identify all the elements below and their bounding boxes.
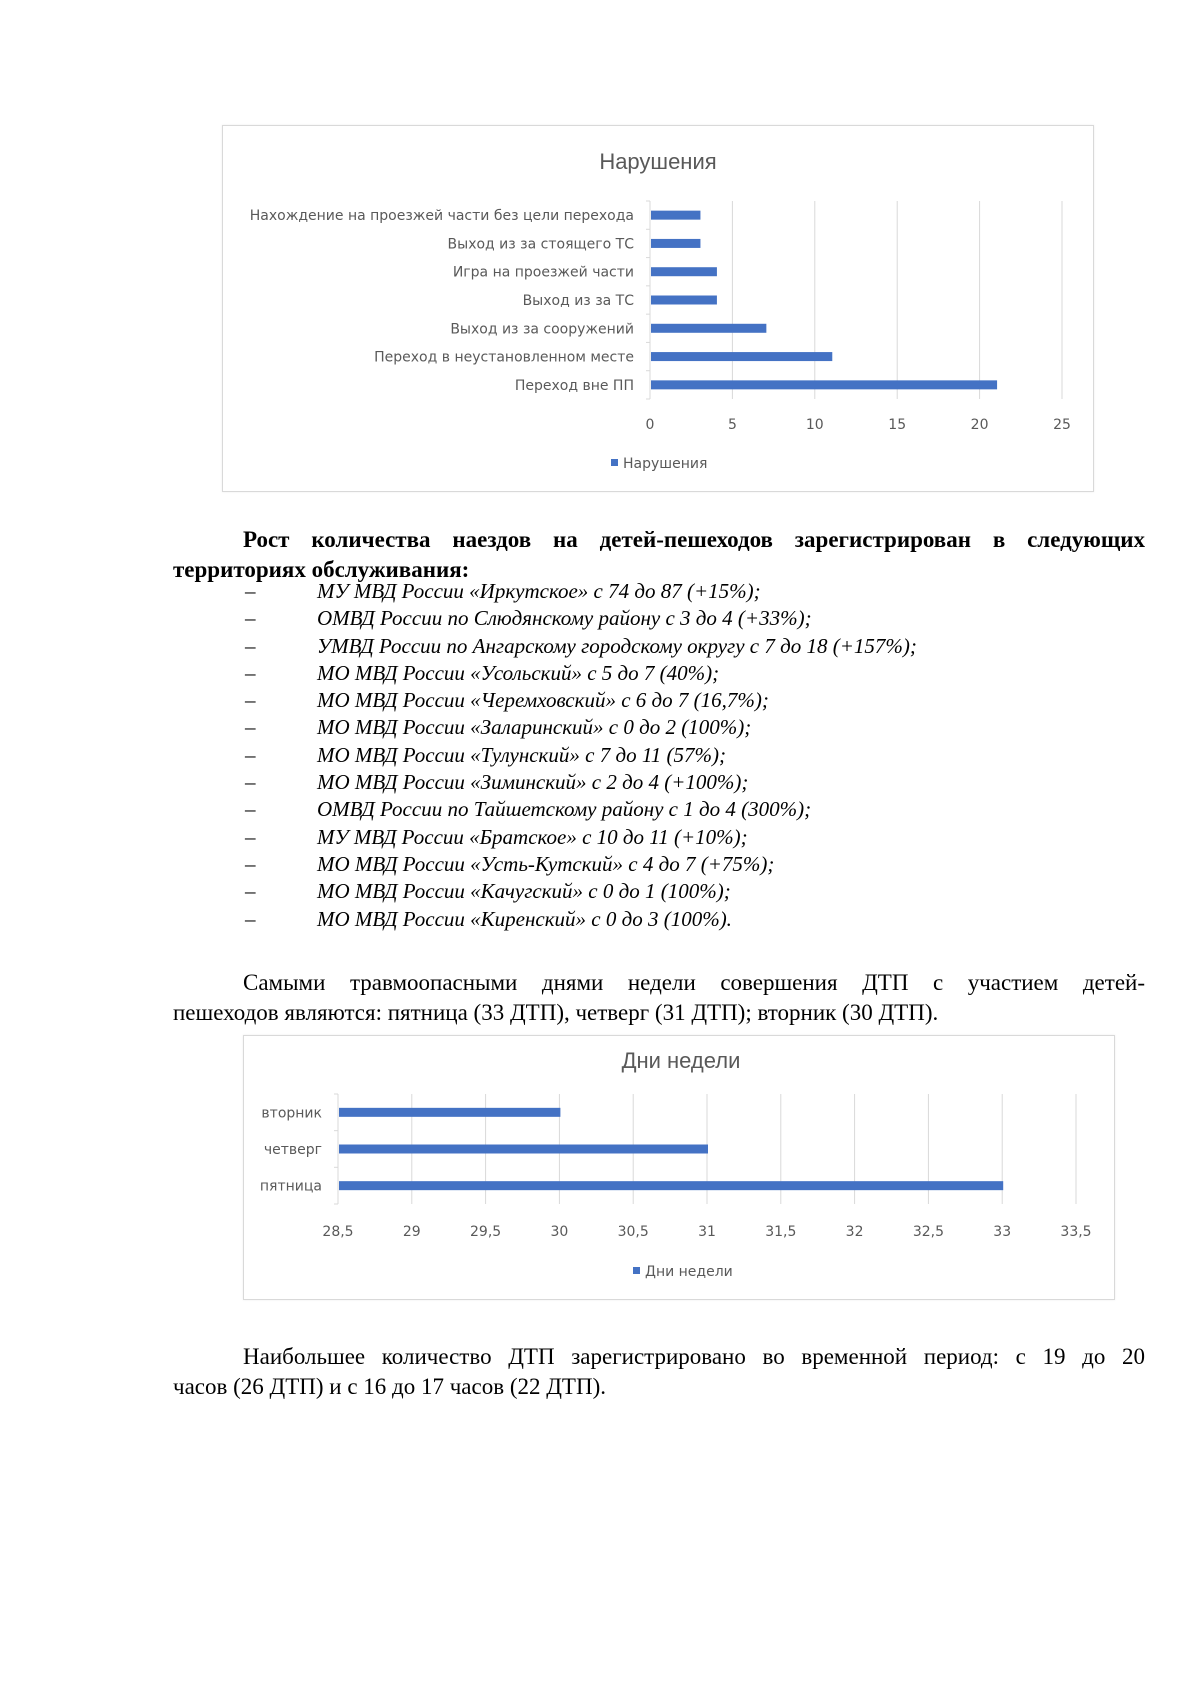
paragraph-days-line-2: пешеходов являются: пятница (33 ДТП), четверг (31 ДТП); вторник (30 ДТП).: [173, 1000, 939, 1025]
paragraph-hours-line-1: Наибольшее количество ДТП зарегистрировано во временной период: с 19 до 20: [243, 1344, 1145, 1369]
bar: [651, 211, 700, 220]
list-dash: –: [245, 660, 256, 685]
list-item-text: МО МВД России «Заларинский» с 0 до 2 (100%);: [317, 715, 752, 740]
x-tick-label: 5: [727, 417, 737, 433]
x-tick-label: 33: [993, 1224, 1012, 1240]
weekdays-chart-svg: [244, 1036, 1114, 1299]
x-tick-label: 15: [888, 417, 907, 433]
category-label: Выход из за стоящего ТС: [447, 236, 634, 253]
list-item-text: МО МВД России «Усть-Кутский» с 4 до 7 (+75%);: [317, 851, 775, 876]
bar: [339, 1145, 708, 1154]
list-item-text: МО МВД России «Черемховский» с 6 до 7 (16,7%);: [317, 688, 769, 713]
bar: [651, 324, 766, 333]
x-tick-label: 20: [970, 417, 989, 433]
violations-chart-svg: [223, 126, 1093, 491]
category-label: Выход из за ТС: [522, 293, 634, 309]
heading-line-1: Рост количества наездов на детей-пешеходов зарегистрирован в следующих: [243, 527, 1145, 552]
bar: [339, 1108, 560, 1117]
violations-chart: [222, 125, 1094, 492]
x-tick-label: 29,5: [470, 1224, 502, 1240]
list-item-text: МО МВД России «Зиминский» с 2 до 4 (+100%);: [317, 770, 749, 795]
chart-legend: [633, 1264, 733, 1280]
x-tick-label: 29: [402, 1224, 421, 1240]
category-label: четверг: [263, 1142, 322, 1158]
list-item-text: МУ МВД России «Иркутское» с 74 до 87 (+15%);: [317, 579, 761, 603]
list-dash: –: [245, 715, 256, 740]
list-dash: –: [245, 606, 256, 631]
list-dash: –: [245, 688, 256, 713]
chart-title: Нарушения: [599, 149, 717, 174]
list-dash: –: [245, 770, 256, 795]
x-tick-label: 30: [550, 1224, 569, 1240]
bar: [651, 296, 717, 305]
list-item-text: МО МВД России «Усольский» с 5 до 7 (40%);: [317, 660, 720, 685]
heading-line-2: территориях обслуживания:: [173, 557, 470, 582]
list-dash: –: [245, 633, 256, 658]
list-dash: –: [245, 742, 256, 767]
paragraph-days-line-1: Самыми травмоопасными днями недели совершения ДТП с участием детей-: [243, 970, 1145, 995]
x-tick-label: 10: [805, 417, 824, 433]
bar: [651, 352, 832, 361]
list-dash: –: [245, 906, 256, 931]
category-label: вторник: [261, 1105, 322, 1122]
bar: [651, 380, 997, 389]
legend-label: Дни недели: [645, 1264, 733, 1280]
list-dash: –: [245, 579, 256, 603]
category-label: Игра на проезжей части: [452, 264, 634, 281]
section-heading: [173, 525, 1145, 585]
x-tick-label: 0: [645, 417, 655, 433]
list-item-text: УМВД России по Ангарскому городскому округу с 7 до 18 (+157%);: [317, 633, 917, 658]
bar: [339, 1181, 1003, 1190]
paragraph-hours: [173, 1342, 1145, 1402]
x-tick-label: 31: [698, 1224, 716, 1240]
paragraph-days: [173, 968, 1145, 1028]
x-tick-label: 32: [845, 1224, 864, 1240]
category-label: Переход в неустановленном месте: [374, 349, 634, 366]
list-item-text: МУ МВД России «Братское» с 10 до 11 (+10%);: [317, 824, 748, 849]
category-label: Переход вне ПП: [514, 377, 634, 394]
list-dash: –: [245, 851, 256, 876]
x-tick-label: 33,5: [1060, 1224, 1092, 1240]
list-dash: –: [245, 879, 256, 904]
chart-legend: [611, 456, 707, 472]
category-label: Выход из за сооружений: [450, 321, 634, 338]
list-item-text: ОМВД России по Тайшетскому району с 1 до 4 (300%);: [317, 797, 812, 822]
x-tick-label: 28,5: [322, 1224, 354, 1240]
category-label: Нахождение на проезжей части без цели перехода: [249, 208, 634, 225]
list-item-text: МО МВД России «Качугский» с 0 до 1 (100%);: [317, 879, 731, 904]
x-tick-label: 25: [1053, 417, 1071, 433]
x-tick-label: 31,5: [765, 1224, 797, 1240]
weekdays-chart: [243, 1035, 1115, 1300]
list-item-text: МО МВД России «Тулунский» с 7 до 11 (57%);: [317, 742, 726, 767]
paragraph-hours-line-2: часов (26 ДТП) и с 16 до 17 часов (22 ДТП).: [173, 1374, 606, 1399]
legend-marker: [633, 1267, 640, 1274]
legend-label: Нарушения: [623, 456, 708, 472]
list-dash: –: [245, 797, 256, 822]
x-tick-label: 32,5: [912, 1224, 944, 1240]
bar: [651, 267, 717, 276]
list-item-text: ОМВД России по Слюдянскому району с 3 до 4 (+33%);: [317, 606, 812, 631]
x-tick-label: 30,5: [617, 1224, 649, 1240]
bar: [651, 239, 700, 248]
category-label: пятница: [259, 1178, 322, 1195]
list-dash: –: [245, 824, 256, 849]
chart-title: Дни недели: [621, 1048, 741, 1073]
legend-marker: [611, 459, 618, 466]
list-item-text: МО МВД России «Киренский» с 0 до 3 (100%).: [317, 906, 732, 931]
